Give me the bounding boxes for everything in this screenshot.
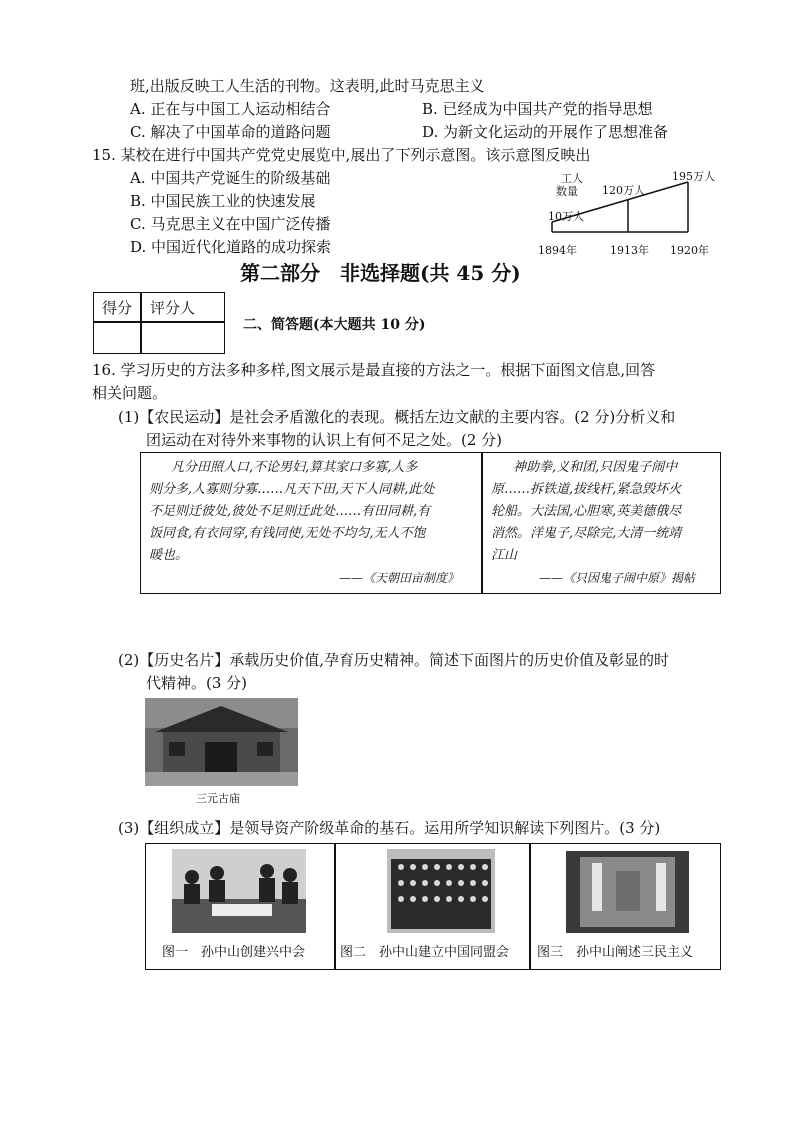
calligraphy-illustration bbox=[566, 851, 689, 933]
score-header: 得分 bbox=[102, 299, 133, 317]
q15-stem: 15. 某校在进行中国共产党党史展览中,展出了下列示意图。该示意图反映出 bbox=[92, 146, 591, 164]
q16-sub2-line1: (2)【历史名片】承载历史价值,孕育历史精神。简述下面图片的历史价值及彰显的时 bbox=[118, 651, 670, 669]
score-cell[interactable] bbox=[96, 324, 138, 351]
figures-table bbox=[145, 843, 721, 970]
figure-ylabel-1: 工人 bbox=[561, 172, 583, 185]
q14-option-a: A. 正在与中国工人运动相结合 bbox=[130, 100, 331, 118]
figure2-caption: 图二 孙中山建立中国同盟会 bbox=[340, 945, 510, 960]
photo-caption: 三元古庙 bbox=[196, 792, 240, 805]
figure3-caption: 图三 孙中山阐述三民主义 bbox=[537, 945, 694, 960]
grader-header: 评分人 bbox=[150, 299, 196, 317]
q15-option-c: C. 马克思主义在中国广泛传播 bbox=[130, 215, 331, 233]
q16-stem-line2: 相关问题。 bbox=[92, 384, 168, 402]
doc-left-line: 凡分田照人口,不论男妇,算其家口多寡,人多 bbox=[171, 460, 418, 475]
q16-sub2-line2: 代精神。(3 分) bbox=[146, 674, 248, 692]
figure-year-1913: 1913年 bbox=[610, 244, 649, 257]
figure-year-1894: 1894年 bbox=[538, 244, 577, 257]
doc-right-line: 江山 bbox=[491, 548, 518, 563]
doc-left-line: 不足则迁彼处,彼处不足则迁此处……有田同耕,有 bbox=[149, 504, 431, 519]
figure-year-1920: 1920年 bbox=[670, 244, 709, 257]
figure-value-1920: 195万人 bbox=[672, 170, 715, 183]
q16-stem-line1: 16. 学习历史的方法多种多样,图文展示是最直接的方法之一。根据下面图文信息,回答 bbox=[92, 361, 656, 379]
score-table-row-divider bbox=[94, 321, 224, 323]
q16-sub1-line2: 团运动在对待外来事物的认识上有何不足之处。(2 分) bbox=[146, 431, 503, 449]
q15-option-a: A. 中国共产党诞生的阶级基础 bbox=[130, 169, 331, 187]
figure1-caption: 图一 孙中山创建兴中会 bbox=[162, 945, 306, 960]
q14-option-b: B. 已经成为中国共产党的指导思想 bbox=[422, 100, 653, 118]
tongmenghui-photo bbox=[387, 849, 495, 933]
group-illustration bbox=[387, 849, 495, 933]
q14-stem-tail: 班,出版反映工人生活的刊物。这表明,此时马克思主义 bbox=[130, 77, 485, 95]
doc-left-line: 则分多,人寡则分寡……凡天下田,天下人同耕,此处 bbox=[149, 482, 435, 497]
doc-left-line: 饭同食,有衣同穿,有钱同使,无处不均匀,无人不饱 bbox=[149, 526, 426, 541]
doc-right-line: 神助拳,义和团,只因鬼子闹中 bbox=[513, 460, 678, 475]
score-table-col-divider bbox=[140, 293, 142, 353]
meeting-illustration bbox=[172, 849, 306, 933]
figure-value-1894: 10万人 bbox=[548, 210, 584, 223]
q14-option-c: C. 解决了中国革命的道路问题 bbox=[130, 123, 331, 141]
section-heading: 二、简答题(本大题共 10 分) bbox=[243, 317, 426, 333]
temple-illustration bbox=[145, 698, 298, 786]
figure-ylabel-2: 数量 bbox=[556, 185, 578, 198]
doc-left-source: ——《天朝田亩制度》 bbox=[339, 571, 460, 585]
documents-table bbox=[140, 452, 721, 594]
doc-right-line: 消然。洋鬼子,尽除完,大清一统靖 bbox=[491, 526, 682, 541]
doc-right-line: 原……拆铁道,拔线杆,紧急毁坏火 bbox=[491, 482, 682, 497]
xingzhonghui-photo bbox=[172, 849, 306, 933]
doc-right-line: 轮船。大法国,心胆寒,英美德俄尽 bbox=[491, 504, 682, 519]
figures-divider-2 bbox=[529, 844, 531, 969]
doc-left-line: 暖也。 bbox=[149, 548, 189, 563]
q16-sub1-line1: (1)【农民运动】是社会矛盾激化的表现。概括左边文献的主要内容。(2 分)分析义和 bbox=[118, 408, 676, 426]
q14-option-d: D. 为新文化运动的开展作了思想准备 bbox=[422, 123, 669, 141]
q15-option-d: D. 中国近代化道路的成功探索 bbox=[130, 238, 332, 256]
sanmin-zhuyi-photo bbox=[566, 851, 689, 933]
grader-cell[interactable] bbox=[144, 324, 222, 351]
score-table bbox=[93, 292, 225, 354]
figure-value-1913: 120万人 bbox=[602, 184, 645, 197]
documents-divider bbox=[481, 453, 483, 593]
sanyuan-temple-photo bbox=[145, 698, 298, 786]
figures-divider-1 bbox=[334, 844, 336, 969]
q16-sub3: (3)【组织成立】是领导资产阶级革命的基石。运用所学知识解读下列图片。(3 分) bbox=[118, 819, 661, 837]
part2-title: 第二部分 非选择题(共 45 分) bbox=[240, 261, 521, 285]
q15-option-b: B. 中国民族工业的快速发展 bbox=[130, 192, 316, 210]
doc-right-source: ——《只因鬼子闹中原》揭帖 bbox=[539, 571, 696, 585]
